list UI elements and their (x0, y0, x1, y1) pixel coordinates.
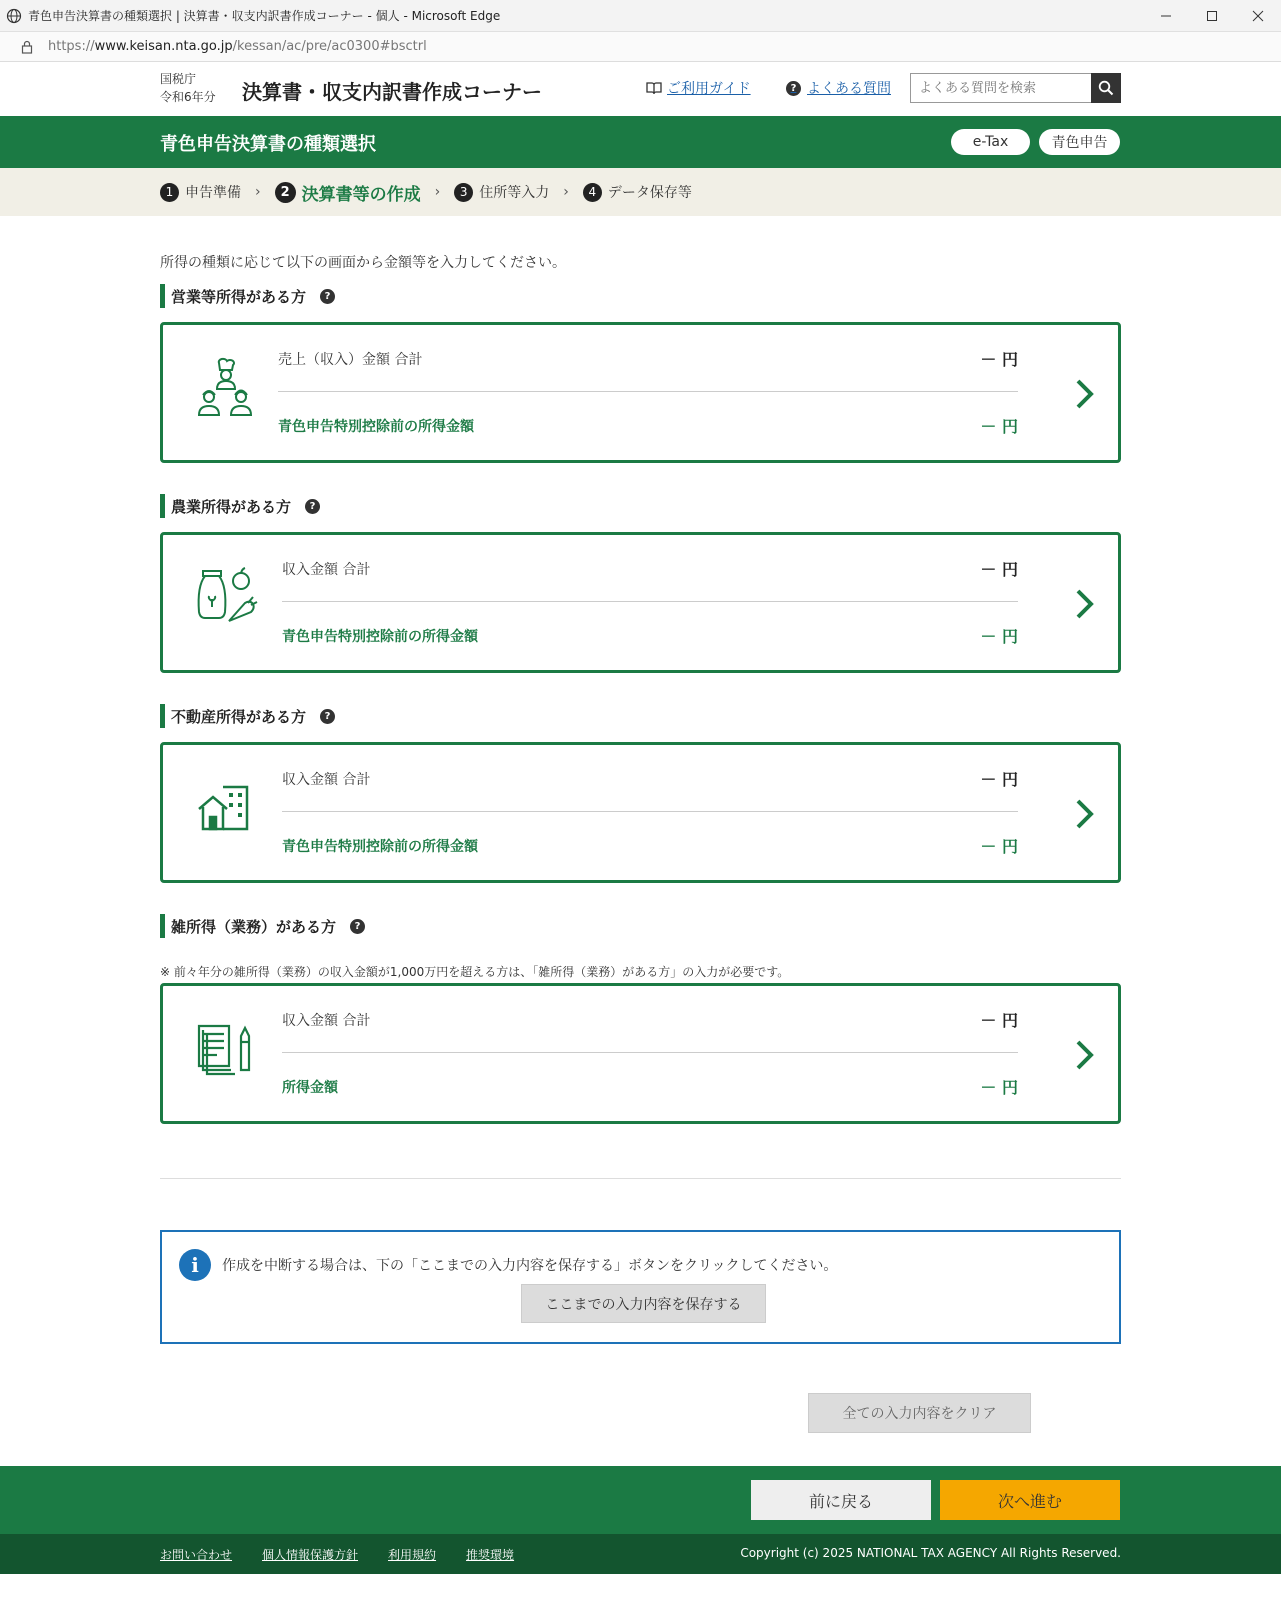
chevron-right-icon (1074, 797, 1096, 831)
chevron-right-icon (1074, 377, 1096, 411)
section-heading-label: 農業所得がある方 (171, 497, 292, 516)
step-number: 3 (454, 183, 473, 202)
card-divider (282, 601, 1018, 602)
window-titlebar (0, 0, 1281, 32)
book-icon (646, 81, 662, 95)
card-divider (282, 1052, 1018, 1053)
url-domain: www.keisan.nta.go.jp (94, 39, 233, 54)
building-icon (193, 775, 259, 841)
income-amount-value: － 円 (980, 1078, 1018, 1097)
clear-all-button[interactable]: 全ての入力内容をクリア (808, 1393, 1031, 1433)
step-label: 申告準備 (185, 185, 241, 201)
footer-link-terms[interactable]: 利用規約 (388, 1548, 437, 1562)
lock-icon (20, 40, 34, 54)
step-2-current (275, 180, 421, 205)
step-number: 4 (583, 183, 602, 202)
page-title: 青色申告決算書の種類選択 (160, 134, 376, 155)
documents-icon (193, 1016, 259, 1082)
tax-year: 令和6年分 (160, 90, 216, 104)
info-icon: i (179, 1249, 211, 1281)
search-button[interactable] (1091, 73, 1121, 103)
revenue-total-value: － 円 (980, 560, 1018, 579)
faq-link[interactable] (786, 78, 891, 98)
search-icon (1098, 80, 1114, 96)
business-income-card[interactable] (160, 322, 1121, 463)
help-icon[interactable]: ? (320, 289, 335, 304)
copyright: Copyright (c) 2025 NATIONAL TAX AGENCY All Rights Reserved. (740, 1546, 1121, 1560)
blue-return-badge: 青色申告 (1039, 129, 1120, 155)
income-before-deduction-label: 青色申告特別控除前の所得金額 (282, 839, 478, 855)
agency-block (160, 70, 216, 106)
misc-business-income-card[interactable] (160, 983, 1121, 1124)
section-heading-label: 不動産所得がある方 (171, 707, 307, 726)
step-3 (454, 182, 549, 202)
help-icon[interactable]: ? (350, 919, 365, 934)
section-heading-label: 営業等所得がある方 (171, 287, 307, 306)
corner-title[interactable]: 決算書・収支内訳書作成コーナー (242, 80, 542, 104)
section-heading-label: 雑所得（業務）がある方 (171, 917, 337, 936)
footer-link-privacy[interactable]: 個人情報保護方針 (262, 1548, 359, 1562)
step-label: データ保存等 (607, 185, 692, 201)
close-icon (1252, 10, 1264, 22)
income-before-deduction-value: － 円 (980, 837, 1018, 856)
card-divider (282, 811, 1018, 812)
next-button[interactable]: 次へ進む (940, 1480, 1120, 1520)
etax-badge: e-Tax (951, 129, 1030, 155)
step-number: 1 (160, 183, 179, 202)
agriculture-income-card[interactable] (160, 532, 1121, 673)
window-title: 青色申告決算書の種類選択 | 決算書・収支内訳書作成コーナー - 個人 - Microsoft Edge (28, 9, 501, 23)
site-header (0, 62, 1281, 116)
intro-text: 所得の種類に応じて以下の画面から金額等を入力してください。 (160, 255, 566, 271)
minimize-button[interactable] (1143, 0, 1189, 32)
agency-name: 国税庁 (160, 72, 197, 86)
help-icon[interactable]: ? (320, 709, 335, 724)
help-icon[interactable]: ? (305, 499, 320, 514)
section-heading-agriculture (160, 494, 320, 518)
revenue-total-label: 収入金額 合計 (282, 1013, 371, 1029)
maximize-icon (1206, 10, 1218, 22)
section-heading-real-estate (160, 704, 335, 728)
income-before-deduction-label: 青色申告特別控除前の所得金額 (282, 629, 478, 645)
save-progress-button[interactable]: ここまでの入力内容を保存する (521, 1284, 766, 1323)
footer-link-environment[interactable]: 推奨環境 (466, 1548, 515, 1562)
site-footer (0, 1534, 1281, 1574)
url-path: /kessan/ac/pre/ac0300#bsctrl (232, 39, 427, 54)
save-info-text: 作成を中断する場合は、下の「ここまでの入力内容を保存する」ボタンをクリックしてください。 (222, 1258, 838, 1274)
url-text[interactable] (48, 39, 427, 54)
step-4 (583, 182, 692, 202)
page-title-bar (0, 116, 1281, 168)
back-button[interactable]: 前に戻る (751, 1480, 931, 1520)
search-input[interactable] (910, 73, 1091, 103)
revenue-total-value: － 円 (980, 1011, 1018, 1030)
misc-income-note: ※ 前々年分の雑所得（業務）の収入金額が1,000万円を超える方は、「雑所得（業務）がある方」の入力が必要です。 (160, 965, 790, 979)
income-amount-label: 所得金額 (282, 1080, 338, 1096)
page (0, 62, 1281, 1598)
address-bar[interactable] (0, 32, 1281, 62)
section-divider (160, 1178, 1121, 1179)
revenue-total-label: 収入金額 合計 (282, 562, 371, 578)
step-number: 2 (275, 182, 296, 203)
revenue-total-value: － 円 (980, 770, 1018, 789)
faq-search (910, 73, 1121, 103)
chevron-right-icon (1074, 1038, 1096, 1072)
chevron-right-icon: › (255, 184, 261, 200)
card-divider (278, 391, 1018, 392)
footer-link-contact[interactable]: お問い合わせ (160, 1548, 233, 1562)
sales-total-label: 売上（収入）金額 合計 (278, 352, 423, 368)
guide-link[interactable] (646, 78, 751, 98)
farm-produce-icon (193, 565, 259, 631)
question-icon: ? (786, 81, 801, 96)
maximize-button[interactable] (1189, 0, 1235, 32)
income-before-deduction-value: － 円 (980, 417, 1018, 436)
real-estate-income-card[interactable] (160, 742, 1121, 883)
url-prefix: https:// (48, 39, 95, 54)
step-label: 決算書等の作成 (301, 184, 421, 205)
sales-total-value: － 円 (980, 350, 1018, 369)
save-progress-info (160, 1230, 1121, 1344)
guide-link-label: ご利用ガイド (667, 81, 751, 97)
minimize-icon (1160, 10, 1172, 22)
income-before-deduction-value: － 円 (980, 627, 1018, 646)
close-window-button[interactable] (1235, 0, 1281, 32)
income-before-deduction-label: 青色申告特別控除前の所得金額 (278, 419, 474, 435)
bottom-nav (0, 1466, 1281, 1534)
chevron-right-icon (1074, 587, 1096, 621)
progress-steps (0, 168, 1281, 216)
step-label: 住所等入力 (479, 185, 550, 201)
section-heading-misc-business (160, 914, 365, 938)
footer-links (160, 1546, 514, 1563)
chevron-right-icon: › (434, 184, 441, 200)
step-1 (160, 182, 241, 202)
globe-icon (6, 8, 22, 24)
section-heading-business (160, 284, 335, 308)
workers-icon (193, 355, 259, 421)
faq-link-label: よくある質問 (807, 81, 891, 97)
revenue-total-label: 収入金額 合計 (282, 772, 371, 788)
chevron-right-icon: › (563, 184, 569, 200)
